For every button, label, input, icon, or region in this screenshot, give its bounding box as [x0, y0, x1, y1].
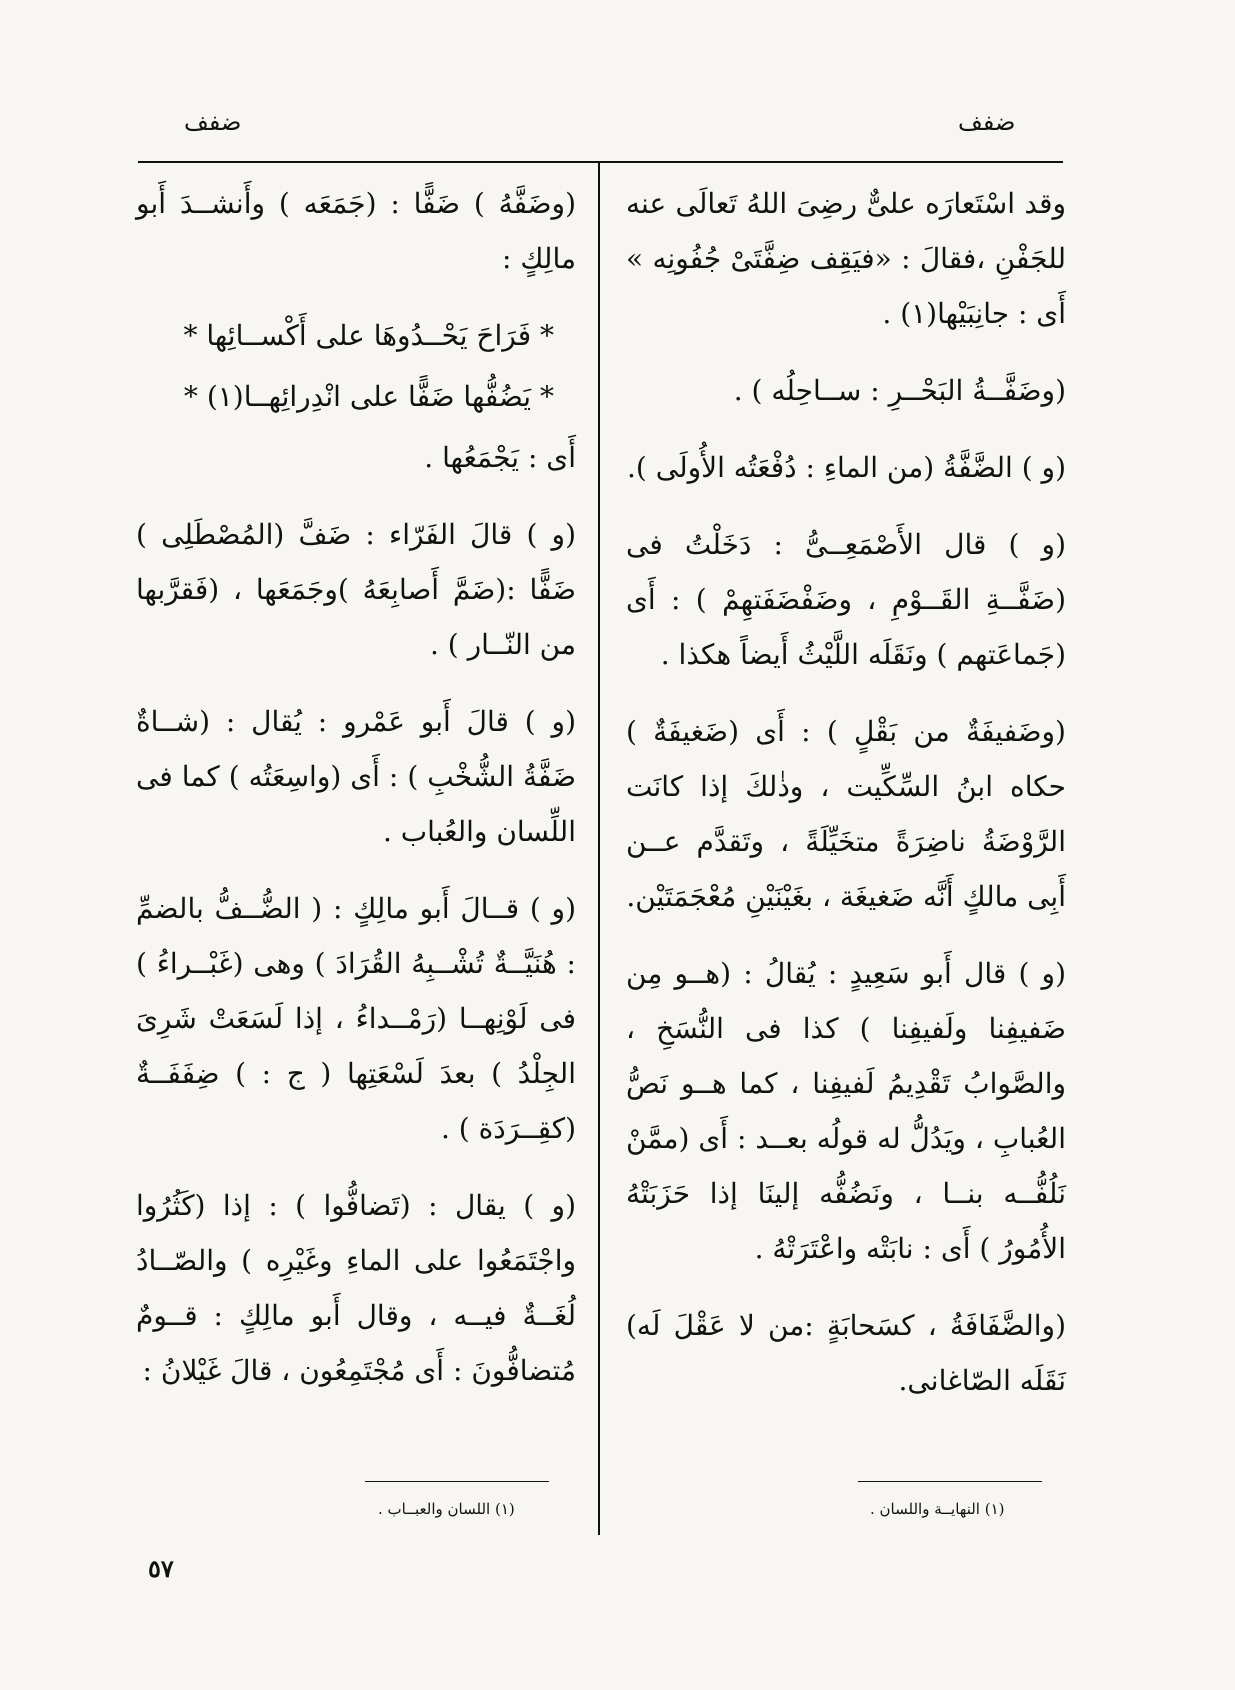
paragraph: (و ) قالَ أَبو عَمْرو : يُقال : (شــاةٌ ضَفَّةُ الشُّخْبِ ) : أَى (واسِعَتُه ) كما فى اللِّسان والعُباب . [136, 705, 576, 848]
verse-line: * فَرَاحَ يَحْــدُوهَا على أَكْســائِها * [183, 319, 554, 352]
paragraph: (و ) يقال : (تَضافُّوا ) : إذا (كَثُرُوا واجْتَمَعُوا على الماءِ وغَيْرِه ) والصّــادُ لُغَــةٌ فيــه ، وقال أَبو مالِكٍ : قــومٌ مُتضافُّونَ : أَى مُجْتَمِعُون ، قالَ غَيْلانُ : [136, 1189, 576, 1387]
paragraph: (والضَّفَافَةُ ، كسَحابَةٍ :من لا عَقْلَ لَه) نَقَلَه الصّاغانى. [626, 1309, 1066, 1397]
running-header-right: ضفف [958, 108, 1016, 136]
left-column [136, 176, 576, 1420]
header-rule [138, 161, 1063, 163]
paragraph: (و ) قالَ الفَرّاء : ضَفَّ (المُصْطَلِى ) ضَفًّا :(ضَمَّ أَصابِعَهُ )وجَمَعَها ، (فَقرَّبها من النّــار ) . [136, 518, 576, 661]
footnote-left: (١) اللسان والعبــاب . [378, 1500, 515, 1518]
paragraph: (وضَفَّــةُ البَحْــرِ : ســاحِلُه ) . [733, 374, 1066, 407]
paragraph: (و ) الضَّفَّةُ (من الماءِ : دُفْعَتُه الأُولَى ). [627, 451, 1066, 484]
paragraph: (وضَفيفَةٌ من بَقْلٍ ) : أَى (ضَغيفَةٌ ) حكاه ابنُ السِّكِّيت ، وذٰلكَ إذا كانَت الرَّوْضَةُ ناضِرَةً متخَيِّلَةً ، وتَقدَّم عــن أَبِى مالكٍ أَنَّه ضَغيغَة ، بغَيْنَيْنِ مُعْجَمَتَيْن. [626, 715, 1066, 913]
running-header-left: ضفف [184, 108, 242, 136]
paragraph: (و ) قال أَبو سَعِيدٍ : يُقالُ : (هــو مِن ضَفيفِنا ولَفيفِنا ) كذا فى النُّسَخِ ، والصَّوابُ تَقْدِيمُ لَفيفِنا ، كما هــو نَصُّ العُبابِ ، ويَدُلُّ له قولُه بعــد : أَى (ممَّنْ نَلُفُّــه بنــا ، ونَضُفُّه إلينَا إذا حَزَبَتْهُ الأُمُورُ ) أَى : نابَتْه واعْتَرَتْهُ . [626, 957, 1066, 1265]
paragraph: أَى : يَجْمَعُها . [424, 441, 576, 474]
paragraph: (و ) قــالَ أَبو مالِكٍ : ( الضُّــفُّ بالضمِّ : هُنَيَّــةٌ تُشْــبِهُ القُرَادَ ) وهى (غَبْــراءُ ) فى لَوْنِهــا (رَمْــداءُ ، إذا لَسَعَتْ شَرِىَ الجِلْدُ ) بعدَ لَسْعَتِها ( ج : ) ضِفَفَــةٌ (كقِــرَدَة ) . [136, 892, 576, 1145]
paragraph: (وضَفَّهُ ) ضَفًّا : (جَمَعَه ) وأَنشــدَ أَبو مالِكٍ : [136, 187, 576, 275]
footnote-rule-right [858, 1481, 1042, 1482]
verse-line: * يَضُفُّها ضَفًّا على انْدِرائِهــا(١) * [183, 380, 554, 413]
right-column [626, 176, 1066, 1430]
footnote-right: (١) النهايــة واللسان . [870, 1500, 1005, 1518]
column-divider [598, 163, 600, 1535]
footnote-rule-left [365, 1481, 549, 1482]
paragraph: (و ) قال الأَصْمَعِــىُّ : دَخَلْتُ فى (ضَفَّــةِ القَــوْمِ ، وضَفْضَفَتهِمْ ) : أَى (جَماعَتهم ) ونَقَلَه اللَّيْثُ أَيضاً هكذا . [626, 528, 1066, 671]
page-number: ٥٧ [148, 1554, 174, 1583]
paragraph: وقد اسْتَعارَه علىٌّ رضِىَ اللهُ تَعالَى عنه للجَفْنِ ،فقالَ : «فيَقِف ضِفَّتَىْ جُفُونِه » أَى : جانِبَيْها(١) . [626, 187, 1066, 330]
